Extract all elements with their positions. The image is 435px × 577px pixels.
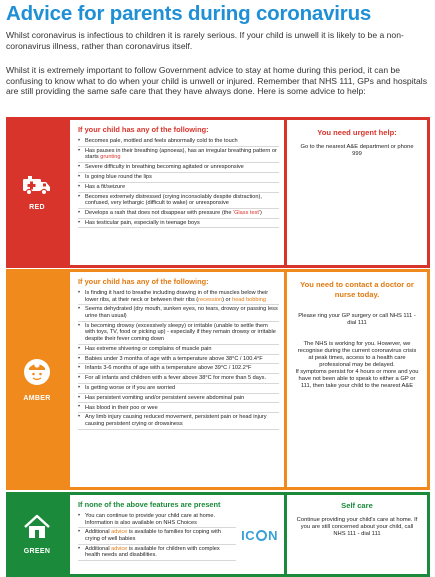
green-item-text: Additional	[85, 529, 112, 536]
amber-item-text: Babies under 3 months of age with a temperature above 38°C / 100.4°F	[85, 355, 263, 362]
amber-item-text: ) or	[222, 296, 233, 303]
red-list-item	[78, 137, 279, 147]
red-item-text: )	[260, 209, 262, 216]
amber-item-text: Any limb injury causing reduced movement, persistent pain or head injury causing persistent crying or drowsiness	[85, 414, 267, 427]
green-action-text: Continue providing your child's care at home. If you are still concerned about your child, call NHS 111 - dial 111	[296, 516, 418, 537]
green-list-item	[78, 545, 236, 561]
green-action-title: Self care	[341, 501, 373, 510]
amber-list-item	[78, 413, 279, 429]
amber-list-item	[78, 322, 279, 345]
red-action-text: Go to the nearest A&E department or phone 999	[300, 143, 414, 157]
green-action-panel	[287, 495, 427, 574]
intro-paragraph-2: Whilst it is extremely important to follow Government advice to stay at home during this period, it can be confusing to know what to do when your child is unwell or injured. Remember that NHS 111, GPs and hospitals are still providing the same safe care that they have always done. Here is some advice to help:	[6, 65, 427, 96]
red-symptom-list	[70, 137, 284, 228]
amber-item-text: Is becoming drowsy (excessively sleepy) or irritable (unable to settle them with toys, TV, food or picking up) - especially if they remain drowsy or irritable despite their fever coming down	[85, 322, 276, 343]
green-item-text: is available to families for coping with crying of well babies	[85, 529, 221, 543]
red-item-text: Is going blue round the lips	[85, 174, 152, 181]
red-action-title: You need urgent help:	[317, 128, 397, 137]
green-action-body	[287, 511, 427, 538]
amber-list-item	[78, 289, 279, 305]
green-info-panel	[70, 495, 284, 574]
ambulance-icon	[22, 174, 52, 196]
green-item-text: is available for children with complex health needs and disabilities.	[85, 545, 220, 559]
amber-list-item	[78, 355, 279, 365]
amber-action-text-1: Please ring your GP surgery or call NHS 111 - dial 111	[298, 313, 416, 326]
green-link-text[interactable]: advice	[111, 529, 128, 536]
amber-list-item	[78, 384, 279, 394]
red-list-item	[78, 219, 279, 229]
amber-symptom-list	[70, 289, 284, 430]
amber-item-text: Infants 3-6 months of age with a temperature above 39°C / 102.2°F	[85, 365, 252, 372]
amber-link-text[interactable]: recession	[198, 296, 223, 303]
amber-list-item	[78, 394, 279, 404]
green-item-text: You can continue to provide your child care at home. Information is also available on NHS Choices	[85, 513, 216, 526]
amber-list-item	[78, 403, 279, 413]
green-list-item	[78, 512, 236, 528]
amber-item-text: Is finding it hard to breathe including drawing in of the muscles below their lower ribs, at their neck or between their ribs (	[85, 290, 269, 303]
amber-item-text: Seems dehydrated (dry mouth, sunken eyes, no tears, drowsy or passing less urine than usual)	[85, 306, 278, 320]
red-action-body	[287, 138, 427, 158]
red-item-text: Has testicular pain, especially in teenage boys	[85, 219, 200, 226]
amber-action-body	[287, 299, 427, 390]
green-item-text: Additional	[85, 545, 112, 552]
amber-heading: If your child has any of the following:	[78, 277, 209, 286]
red-link-text[interactable]: 'Glass test'	[233, 209, 261, 216]
amber-item-text: Has extreme shivering or complains of muscle pain	[85, 345, 212, 352]
page-title: Advice for parents during coronavirus	[6, 2, 372, 25]
amber-item-text: Has persistent vomiting and/or persistent severe abdominal pain	[85, 394, 245, 401]
icon-logo: IC N	[241, 528, 278, 543]
red-item-text: Develops a rash that does not disappear with pressure (the	[85, 209, 234, 216]
red-heading: If your child has any of the following:	[78, 125, 209, 134]
red-list-item	[78, 163, 279, 173]
intro-paragraph-1: Whilst coronavirus is infectious to children it is rarely serious. If your child is unwell it is likely to be a non-coronavirus illness, rather than coronavirus itself.	[6, 30, 404, 51]
red-list-item	[78, 183, 279, 193]
amber-list-item	[78, 345, 279, 355]
amber-item-text: For all infants and children with a fever above 38°C for more than 5 days.	[85, 375, 267, 382]
nurse-icon	[22, 357, 52, 387]
amber-badge	[6, 269, 68, 490]
red-badge	[6, 117, 68, 268]
red-item-text: Has a fit/seizure	[85, 183, 126, 190]
amber-label: AMBER	[23, 395, 51, 402]
amber-symptoms-panel	[70, 272, 284, 487]
green-link-text[interactable]: advice	[111, 545, 128, 552]
amber-action-text-2: The NHS is working for you. However, we recognise during the current coronavirus crisis at peak times, access to a health care professional may be delayed.	[297, 341, 417, 368]
amber-item-text: Is getting worse or if you are worried	[85, 384, 176, 391]
green-label: GREEN	[23, 548, 51, 555]
red-list-item	[78, 147, 279, 163]
amber-link-text[interactable]: head bobbing	[232, 296, 266, 303]
icon-logo-o	[256, 530, 267, 541]
red-list-item	[78, 193, 279, 209]
amber-action-panel	[287, 272, 427, 487]
amber-list-item	[78, 374, 279, 384]
red-action-panel	[287, 120, 427, 265]
red-item-text: Becomes pale, mottled and feels abnormally cold to the touch	[85, 138, 238, 145]
red-list-item	[78, 173, 279, 183]
red-list-item	[78, 209, 279, 219]
amber-action-title: You need to contact a doctor or nurse today.	[300, 280, 414, 299]
red-link-text[interactable]: grunting	[100, 154, 121, 161]
red-item-text: Severe difficulty in breathing becoming agitated or unresponsive	[85, 164, 244, 171]
amber-section	[6, 269, 430, 490]
green-list-item	[78, 528, 236, 544]
red-item-text: Has pauses in their breathing (apnoeas), has an irregular breathing pattern or starts	[85, 147, 277, 161]
amber-list-item	[78, 364, 279, 374]
home-icon	[23, 514, 51, 540]
green-badge	[6, 492, 68, 577]
red-section	[6, 117, 430, 268]
amber-action-text-3: If symptoms persist for 4 hours or more and you have not been able to speak to either a GP or 111, then take your child to the nearest A&E	[295, 369, 419, 389]
red-label: RED	[29, 204, 45, 211]
red-item-text: Becomes extremely distressed (crying inconsolably despite distraction), confused, very lethargic (difficult to wake) or unresponsive	[85, 193, 262, 207]
amber-item-text: Has blood in their poo or wee	[85, 404, 158, 411]
amber-list-item	[78, 305, 279, 321]
green-section	[6, 492, 430, 577]
green-heading: If none of the above features are present	[78, 500, 221, 509]
red-symptoms-panel	[70, 120, 284, 265]
